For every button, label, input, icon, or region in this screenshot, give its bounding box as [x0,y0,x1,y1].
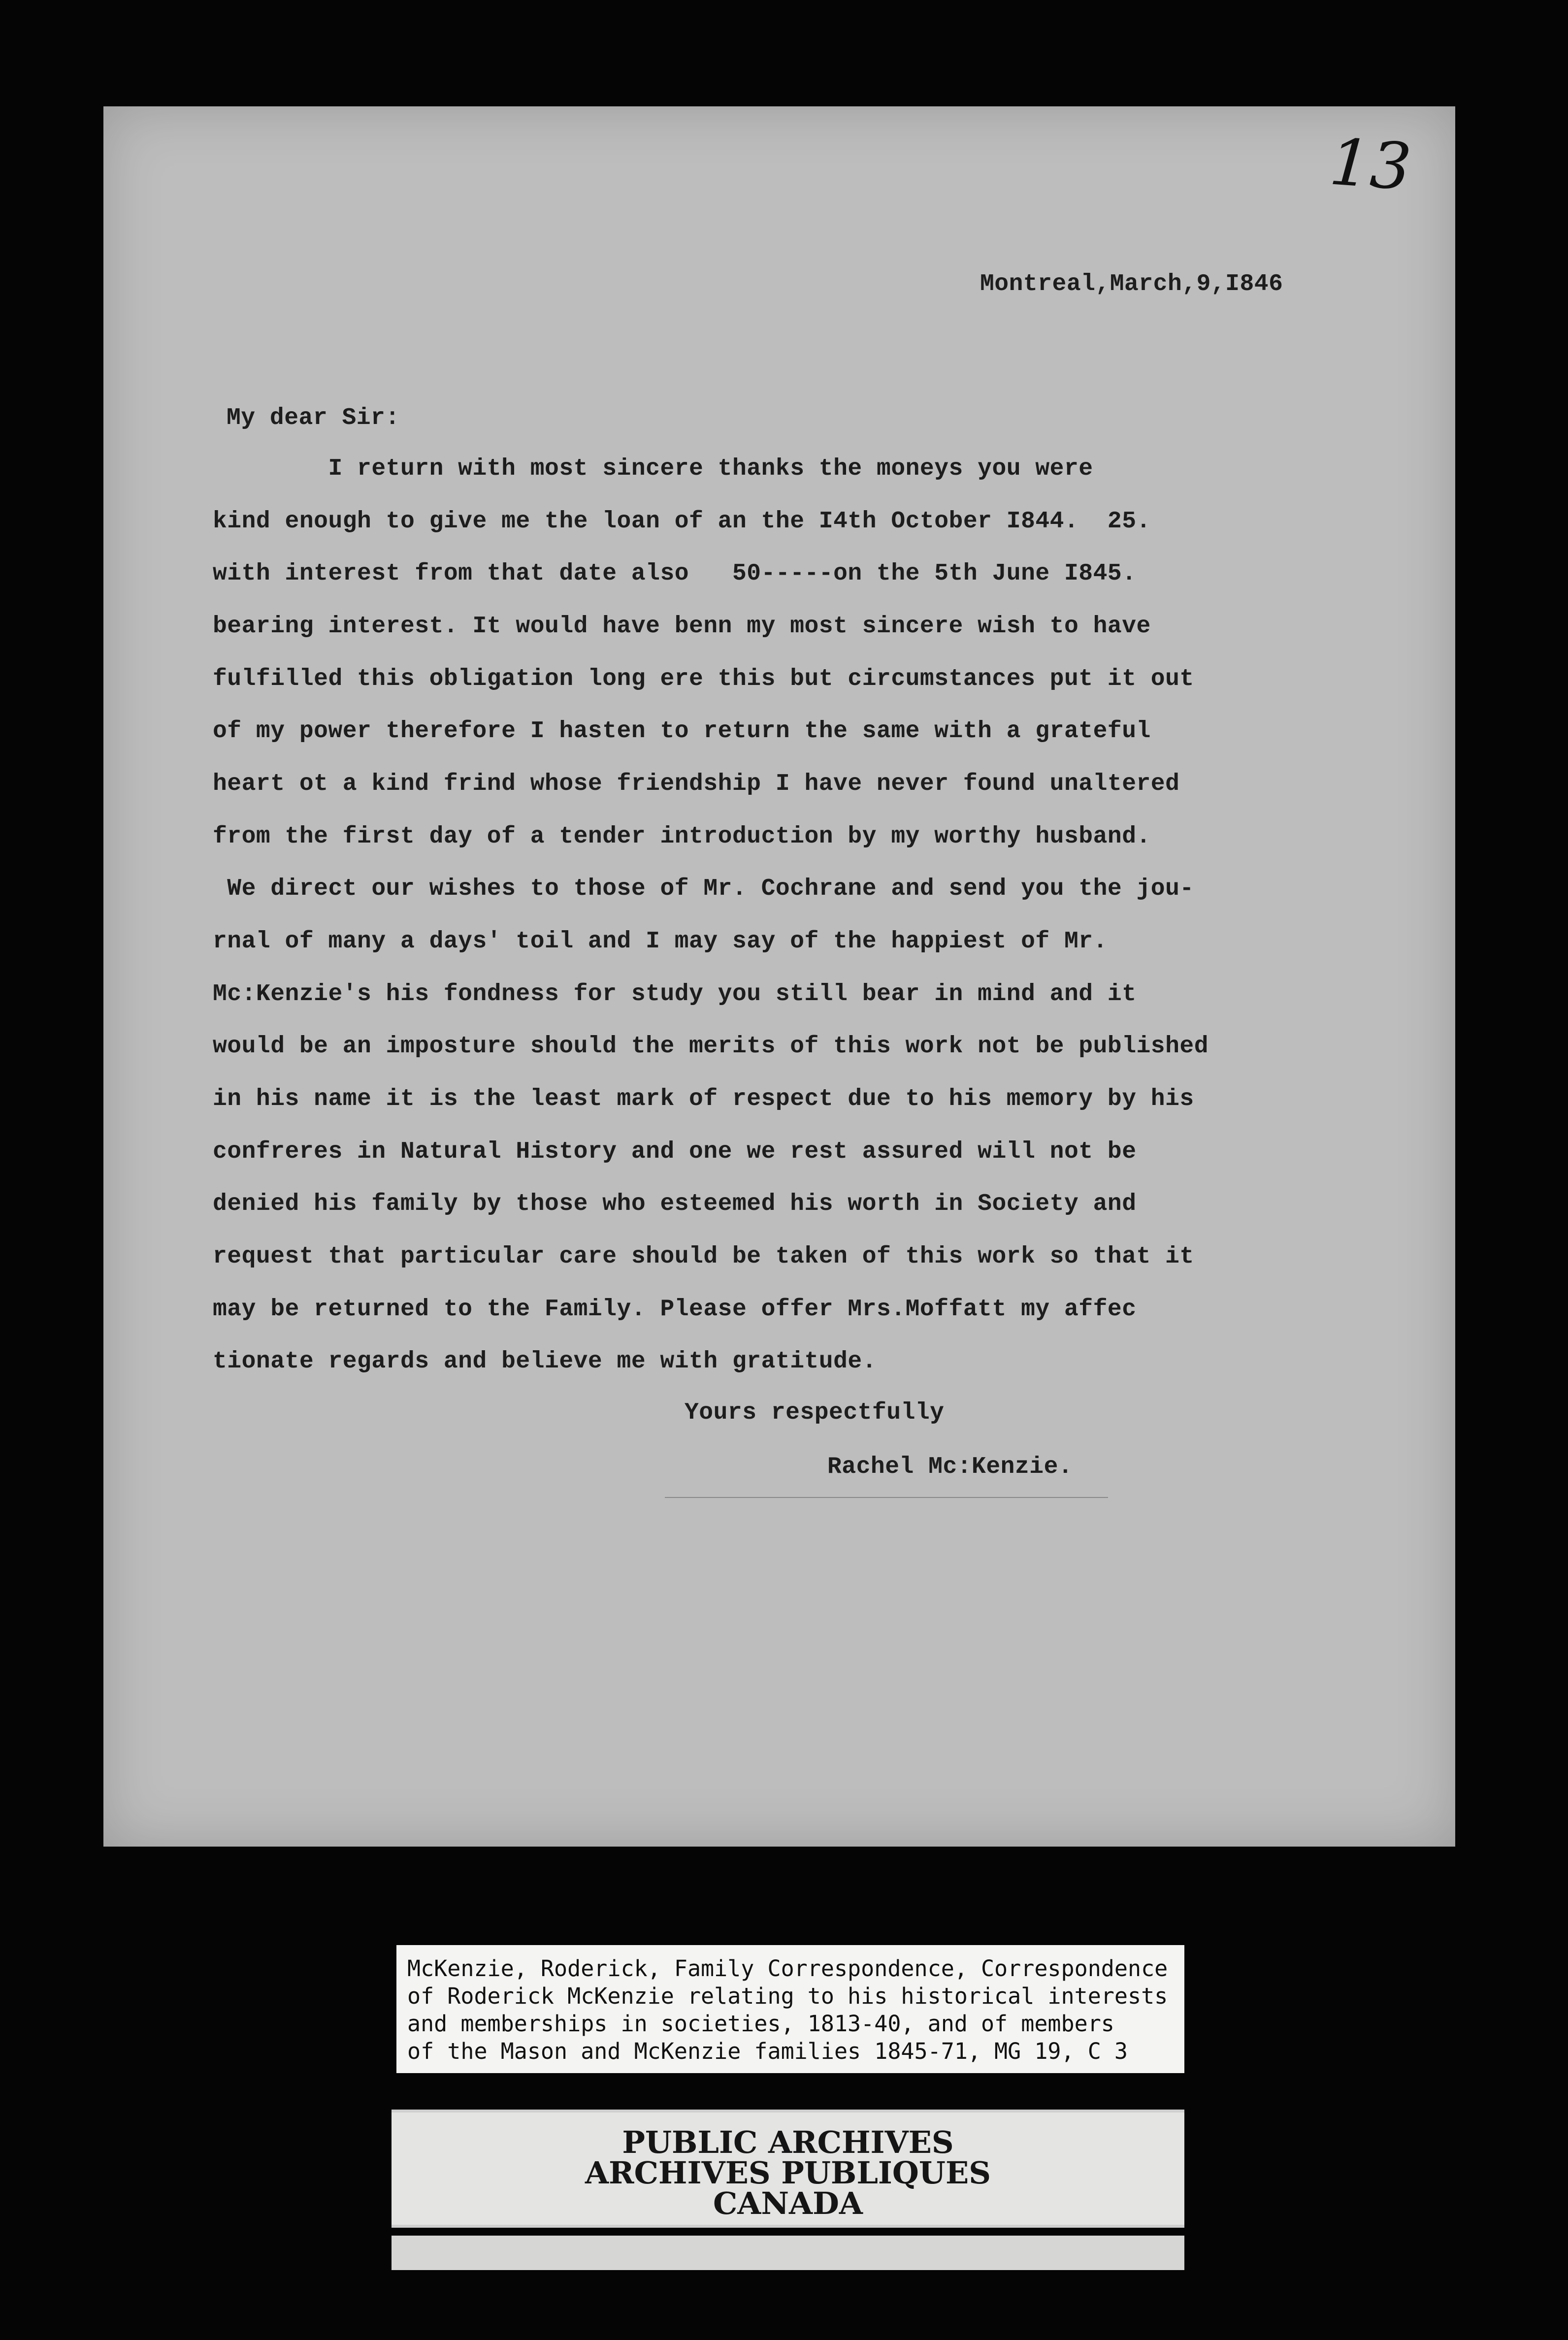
letter-signature: Rachel Mc:Kenzie. [827,1454,1073,1480]
letter-date: Montreal,March,9,I846 [980,271,1283,297]
letter-body-line: may be returned to the Family. Please offer Mrs.Moffatt my affec [213,1296,1137,1323]
stamp-line: PUBLIC ARCHIVES [622,2124,954,2160]
archive-caption-label [396,1945,1184,2073]
letter-body-line: kind enough to give me the loan of an the I4th October I844. 25. [213,508,1151,535]
page-number: 13 [1327,124,1414,205]
letter-salutation: My dear Sir: [227,405,400,431]
letter-body-line: Mc:Kenzie's his fondness for study you still bear in mind and it [213,981,1137,1008]
letter-body-line: heart ot a kind frind whose friendship I have never found unaltered [213,771,1180,797]
caption-line: and memberships in societies, 1813-40, and of members [407,2011,1114,2037]
letter-body-line: denied his family by those who esteemed his worth in Society and [213,1191,1137,1217]
letter-body-line: in his name it is the least mark of respect due to his memory by his [213,1086,1194,1112]
letter-body-line: from the first day of a tender introduction by my worthy husband. [213,823,1151,850]
letter-body-line: fulfilled this obligation long ere this but circumstances put it out [213,666,1194,692]
letter-body-line: would be an imposture should the merits of this work not be published [213,1033,1209,1060]
caption-line: of Roderick McKenzie relating to his historical interests [407,1983,1168,2009]
archives-stamp [392,2110,1184,2228]
letter-page [103,106,1455,1847]
stamp-line: ARCHIVES PUBLIQUES [585,2155,991,2191]
letter-body-line: rnal of many a days' toil and I may say of the happiest of Mr. [213,928,1108,955]
caption-line: McKenzie, Roderick, Family Correspondence, Correspondence [407,1955,1168,1982]
stamp-tab [392,2236,1184,2270]
letter-body-line: of my power therefore I hasten to return the same with a grateful [213,718,1151,745]
letter-body-line: We direct our wishes to those of Mr. Cochrane and send you the jou- [213,876,1194,902]
caption-line: of the Mason and McKenzie families 1845-71, MG 19, C 3 [407,2038,1128,2064]
letter-body-line: confreres in Natural History and one we rest assured will not be [213,1138,1137,1165]
letter-body-line: bearing interest. It would have benn my most sincere wish to have [213,613,1151,640]
letter-closing: Yours respectfully [685,1399,945,1426]
letter-body-line: with interest from that date also 50-----on the 5th June I845. [213,560,1137,587]
letter-body-line: request that particular care should be taken of this work so that it [213,1243,1194,1270]
signature-rule [665,1497,1108,1498]
stamp-line: CANADA [713,2185,863,2221]
letter-body-line: I return with most sincere thanks the moneys you were [213,455,1093,482]
letter-body-line: tionate regards and believe me with gratitude. [213,1348,877,1375]
